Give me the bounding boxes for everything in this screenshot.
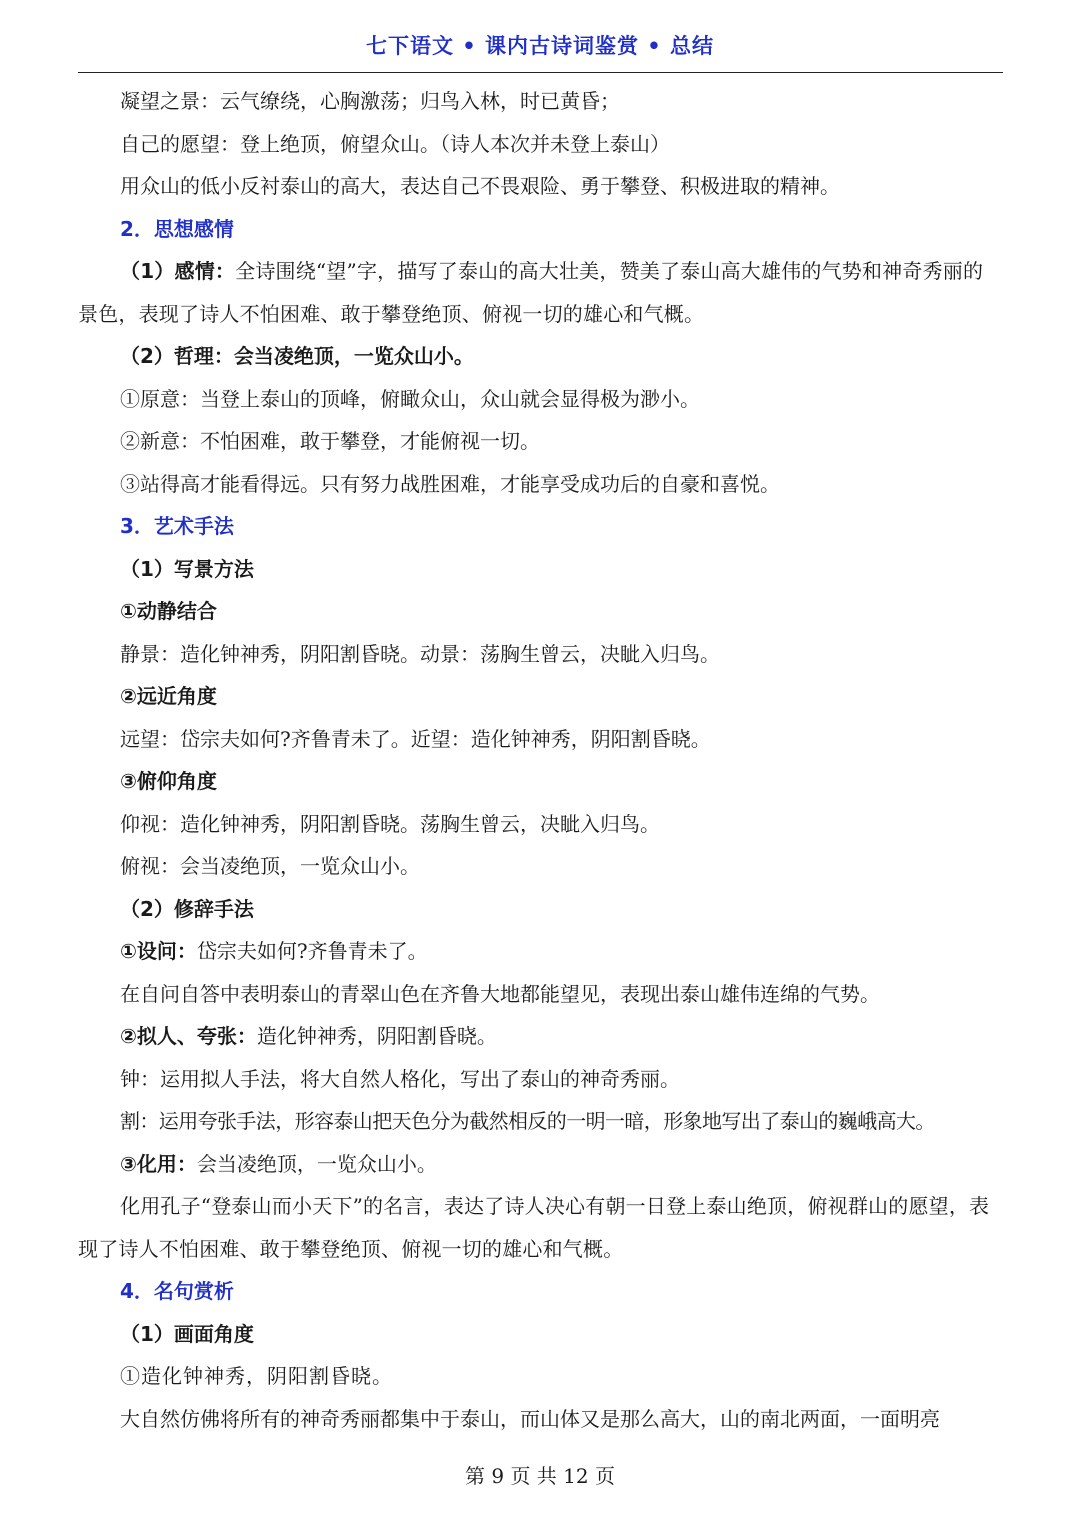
text-line: [78, 1143, 1003, 1186]
text-line: 用众山的低小反衬泰山的高大，表达自己不畏艰险、勇于攀登、积极进取的精神。: [120, 174, 840, 198]
line-label: ①设问：: [120, 939, 197, 963]
text-line: 仰视：造化钟神秀，阴阳割昏晓。荡胸生曾云，决眦入归鸟。: [120, 811, 660, 836]
text-line: ③站得高才能看得远。只有努力战胜困难，才能享受成功后的自豪和喜悦。: [120, 471, 780, 496]
subheading: （2）修辞手法: [120, 896, 254, 921]
section-heading: 3．艺术手法: [120, 514, 234, 538]
text-line: [78, 930, 1003, 973]
quoted-verse: ①造化钟神秀，阴阳割昏晓。: [120, 1364, 393, 1388]
subheading: ③俯仰角度: [120, 769, 217, 793]
line-text: 造化钟神秀，阴阳割昏晓。: [256, 1024, 497, 1048]
header-divider: [78, 72, 1003, 73]
section-heading: 4．名句赏析: [120, 1279, 234, 1303]
text-line: 大自然仿佛将所有的神奇秀丽都集中于泰山，而山体又是那么高大，山的南北两面，一面明亮: [120, 1406, 940, 1431]
line-label: ②拟人、夸张：: [120, 1024, 257, 1048]
paragraph-text: 全诗围绕“望”字，描写了泰山的高大壮美，赞美了泰山高大雄伟的气势和神奇秀丽的景色，表现了诗人不怕困难、敢于攀登绝顶、俯视一切的雄心和气概。: [78, 259, 984, 326]
text-line: 凝望之景：云气缭绕，心胸激荡；归鸟入林，时已黄昏；: [120, 89, 620, 113]
text-line: 俯视：会当凌绝顶，一览众山小。: [120, 854, 420, 878]
page-header-title: 七下语文 • 课内古诗词鉴赏 • 总结: [365, 34, 715, 58]
page-number: 第 9 页 共 12 页: [465, 1464, 615, 1488]
text-line: 钟：运用拟人手法，将大自然人格化，写出了泰山的神奇秀丽。: [120, 1066, 680, 1091]
text-line: ①原意：当登上泰山的顶峰，俯瞰众山，众山就会显得极为渺小。: [120, 386, 700, 411]
paragraph: [78, 250, 1003, 335]
text-line: ②新意：不怕困难，敢于攀登，才能俯视一切。: [120, 429, 540, 453]
line-text: 岱宗夫如何?齐鲁青未了。: [196, 939, 428, 963]
subheading: （1）画面角度: [120, 1321, 254, 1346]
subheading: ①动静结合: [120, 599, 217, 623]
line-text: 会当凌绝顶，一览众山小。: [196, 1151, 437, 1176]
paragraph-label: （1）感情：: [120, 259, 236, 283]
text-line: [78, 1015, 1003, 1058]
section-heading: 2．思想感情: [120, 216, 234, 241]
document-body: [78, 80, 1003, 1440]
text-line: 远望：岱宗夫如何?齐鲁青未了。近望：造化钟神秀，阴阳割昏晓。: [120, 726, 711, 751]
text-line: 静景：造化钟神秀，阴阳割昏晓。动景：荡胸生曾云，决眦入归鸟。: [120, 641, 720, 666]
line-label: ③化用：: [120, 1151, 197, 1176]
text-line: 在自问自答中表明泰山的青翠山色在齐鲁大地都能望见，表现出泰山雄伟连绵的气势。: [120, 981, 880, 1006]
subheading: （1）写景方法: [120, 556, 254, 581]
paragraph: 化用孔子“登泰山而小天下”的名言，表达了诗人决心有朝一日登上泰山绝顶，俯视群山的愿望，表现了诗人不怕困难、敢于攀登绝顶、俯视一切的雄心和气概。: [78, 1194, 990, 1261]
text-line: 割：运用夸张手法，形容泰山把天色分为截然相反的一明一暗，形象地写出了泰山的巍峨高大。: [120, 1109, 935, 1133]
text-line: 自己的愿望：登上绝顶，俯望众山。（诗人本次并未登上泰山）: [120, 131, 670, 156]
subheading: （2）哲理：会当凌绝顶，一览众山小。: [120, 344, 474, 368]
subheading: ②远近角度: [120, 684, 217, 708]
